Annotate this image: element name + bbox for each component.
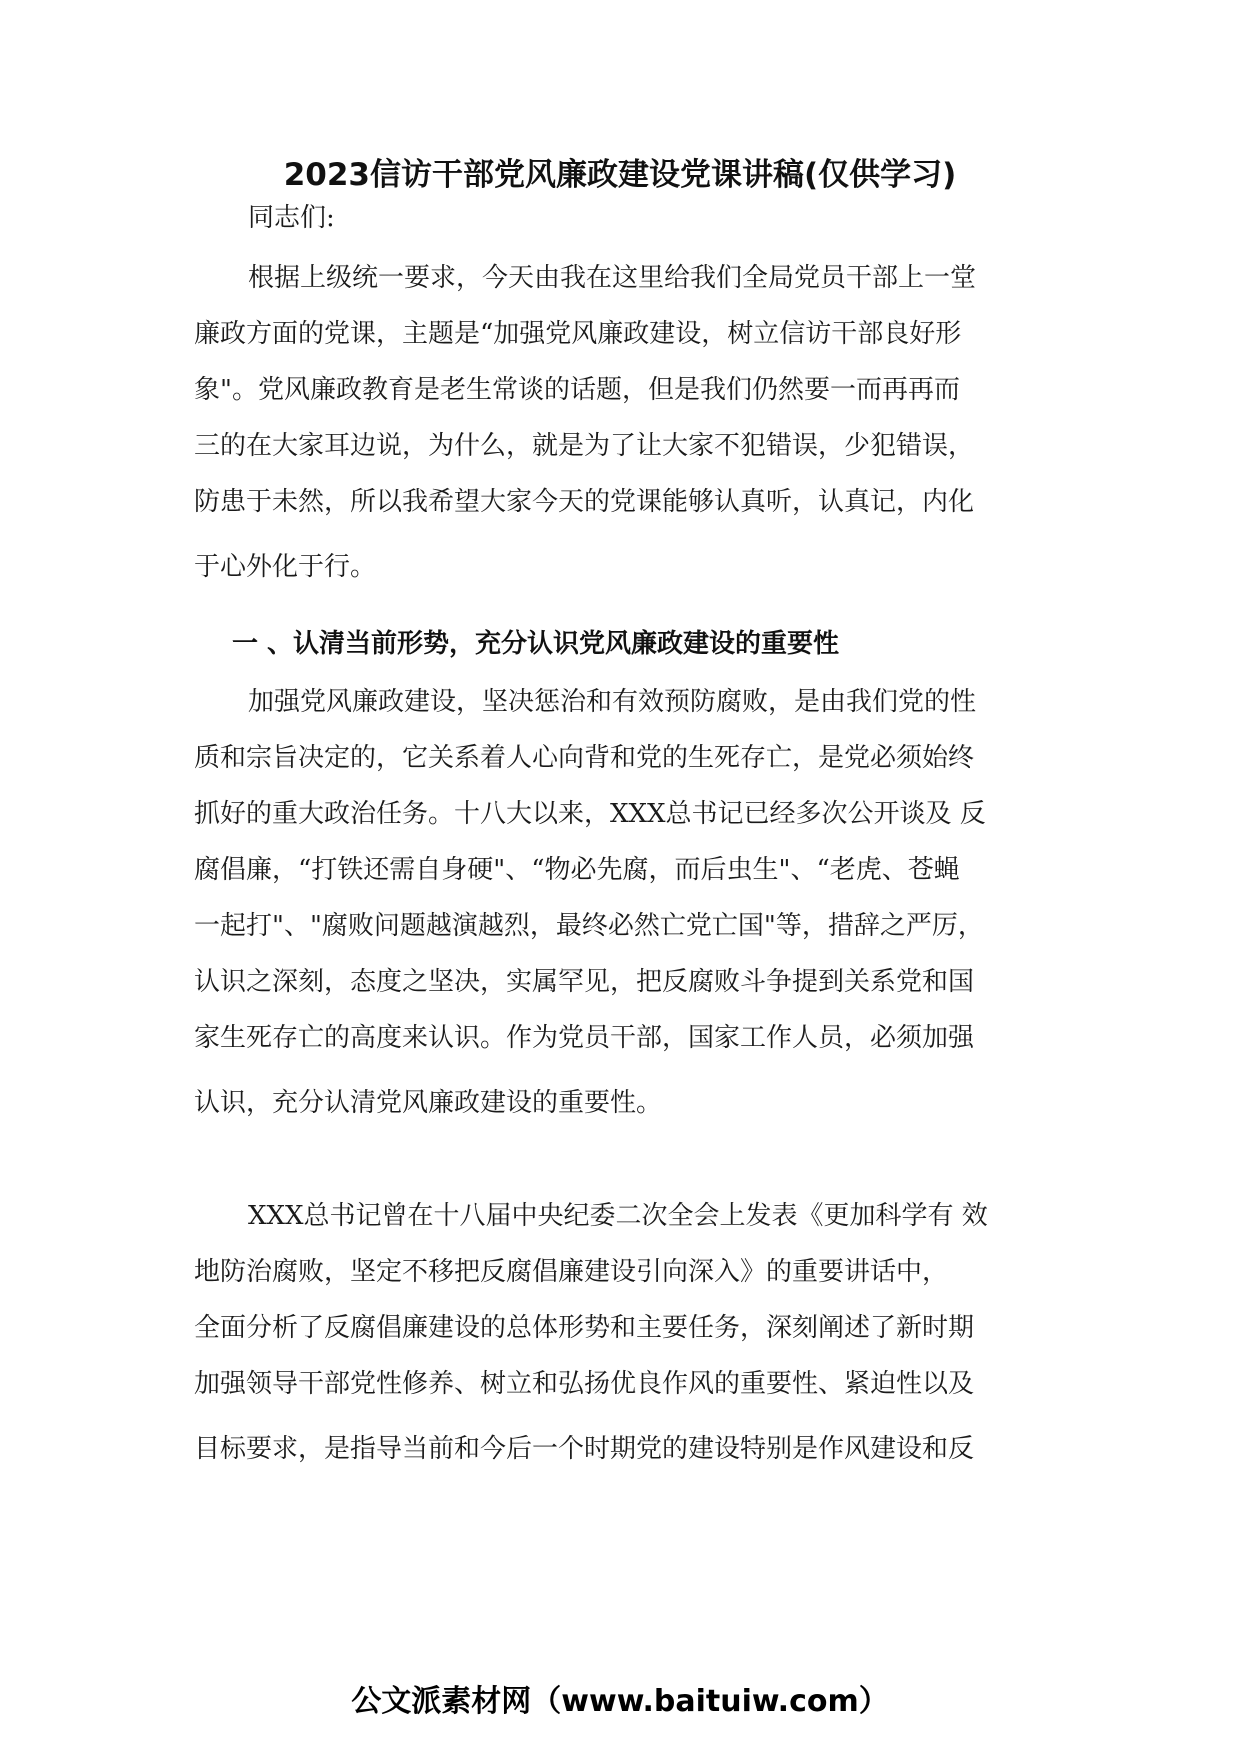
paragraph-2 <box>194 674 1062 1140</box>
paragraph-line: 加强党风廉政建设，坚决惩治和有效预防腐败，是由我们党的性 <box>248 687 977 717</box>
paragraph-line: 认识，充分认清党风廉政建设的重要性。 <box>194 1088 663 1118</box>
paragraph-line: 质和宗旨决定的，它关系着人心向背和党的生死存亡，是党必须始终 <box>194 743 975 773</box>
paragraph-line: 防患于未然，所以我希望大家今天的党课能够认真听，认真记，内化 <box>194 487 975 517</box>
paragraph-line: 一起打"、"腐败问题越演越烈，最终必然亡党亡国"等，措辞之严厉， <box>194 911 984 941</box>
paragraph-line: 认识之深刻，态度之坚决，实属罕见，把反腐败斗争提到关系党和国 <box>194 967 975 997</box>
paragraph-line: 于心外化于行。 <box>194 552 377 582</box>
paragraph-line: 全面分析了反腐倡廉建设的总体形势和主要任务，深刻阐述了新时期 <box>194 1313 975 1343</box>
paragraph-line: 廉政方面的党课，主题是“加强党风廉政建设，树立信访干部良好形 <box>194 319 962 349</box>
paragraph-1 <box>194 250 1062 604</box>
paragraph-line: XXX总书记曾在十八届中央纪委二次全会上发表《更加科学有 效 <box>248 1201 988 1231</box>
paragraph-line: 抓好的重大政治任务。十八大以来，XXX总书记已经多次公开谈及 反 <box>194 799 986 829</box>
paragraph-line: 根据上级统一要求，今天由我在这里给我们全局党员干部上一堂 <box>248 263 977 293</box>
paragraph-line: 三的在大家耳边说，为什么，就是为了让大家不犯错误，少犯错误， <box>194 431 975 461</box>
section-heading-1: 一 、认清当前形势，充分认识党风廉政建设的重要性 <box>232 629 840 659</box>
paragraph-line: 加强领导干部党性修养、树立和弘扬优良作风的重要性、紧迫性以及 <box>194 1369 975 1399</box>
paragraph-line: 地防治腐败，坚定不移把反腐倡廉建设引向深入》的重要讲话中， <box>194 1257 949 1287</box>
paragraph-line: 家生死存亡的高度来认识。作为党员干部，国家工作人员，必须加强 <box>194 1023 975 1053</box>
paragraph-line: 象"。党风廉政教育是老生常谈的话题，但是我们仍然要一而再再而 <box>194 375 960 405</box>
footer-watermark: 公文派素材网（www.baituiw.com） <box>351 1684 889 1719</box>
paragraph-line: 目标要求，是指导当前和今后一个时期党的建设特别是作风建设和反 <box>194 1434 975 1464</box>
paragraph-line: 腐倡廉，“打铁还需自身硬"、“物必先腐，而后虫生"、“老虎、苍蝇 <box>194 855 960 885</box>
document-title: 2023信访干部党风廉政建设党课讲稿(仅供学习) <box>283 157 957 193</box>
paragraph-3 <box>194 1188 1062 1486</box>
greeting: 同志们: <box>248 203 335 233</box>
